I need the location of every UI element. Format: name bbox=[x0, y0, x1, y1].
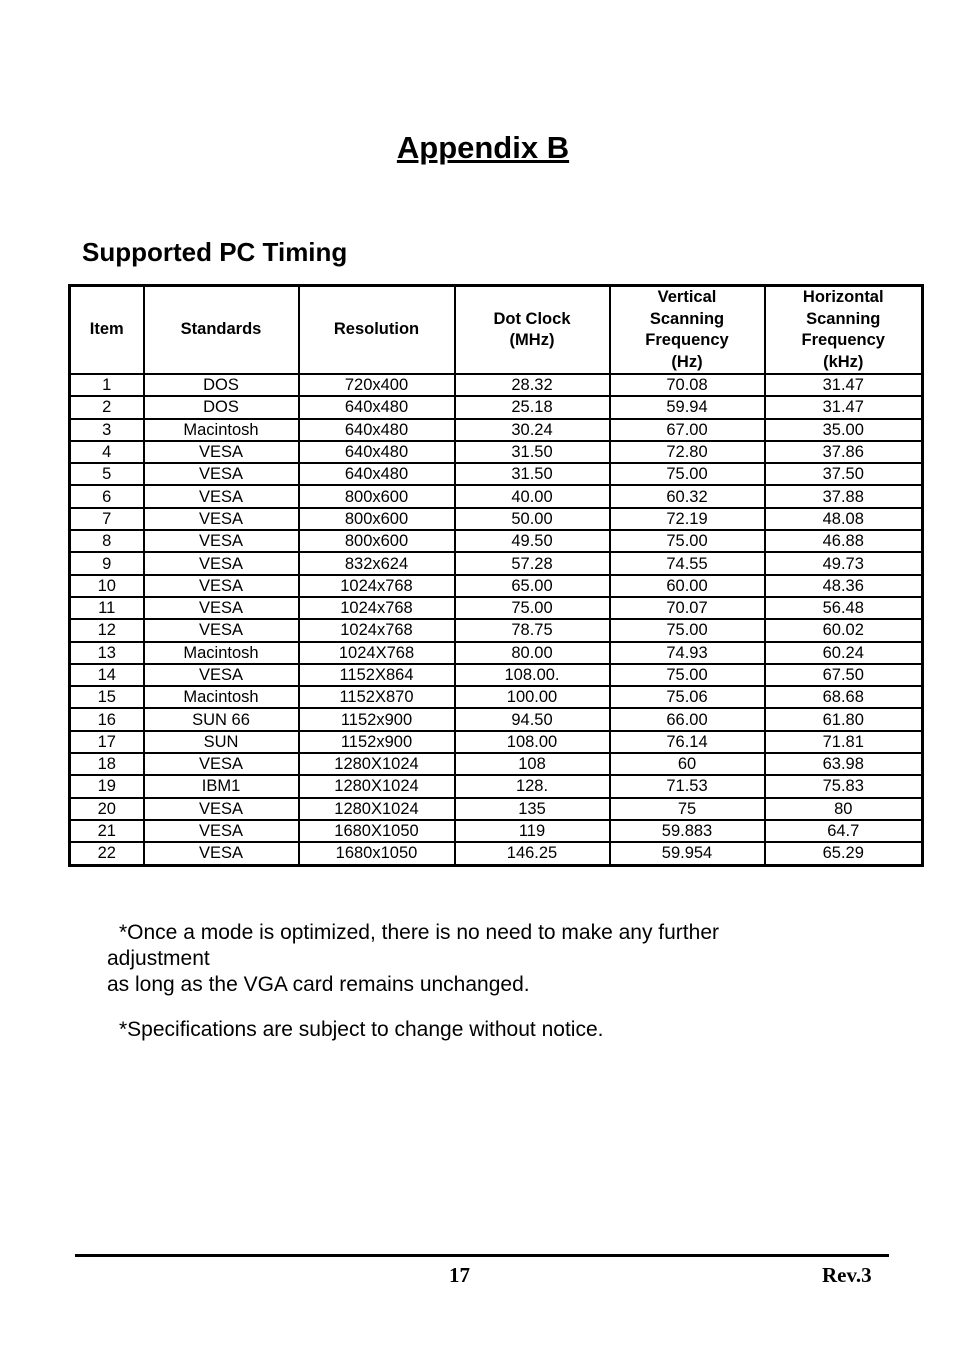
note-optimized-mode bbox=[107, 920, 807, 998]
header-line: Frequency bbox=[645, 331, 729, 349]
note-optimized-mode-line1: *Once a mode is optimized, there is no need to make any further adjustment bbox=[107, 921, 719, 970]
cell-dot-clock: 108.00 bbox=[455, 731, 610, 753]
cell-horizontal-frequency: 35.00 bbox=[765, 419, 923, 441]
cell-dot-clock: 80.00 bbox=[455, 642, 610, 664]
table-body bbox=[70, 374, 923, 865]
cell-horizontal-frequency: 64.7 bbox=[765, 820, 923, 842]
cell-resolution: 1024X768 bbox=[299, 642, 455, 664]
cell-resolution: 1024x768 bbox=[299, 597, 455, 619]
cell-item: 12 bbox=[70, 619, 144, 641]
table-row bbox=[70, 374, 923, 396]
header-line: Frequency bbox=[801, 331, 885, 349]
cell-item: 16 bbox=[70, 708, 144, 730]
cell-resolution: 1680x1050 bbox=[299, 842, 455, 865]
cell-dot-clock: 25.18 bbox=[455, 396, 610, 418]
cell-standards: IBM1 bbox=[144, 775, 299, 797]
cell-standards: VESA bbox=[144, 842, 299, 865]
cell-horizontal-frequency: 80 bbox=[765, 798, 923, 820]
table-row bbox=[70, 664, 923, 686]
cell-vertical-frequency: 75.00 bbox=[610, 530, 765, 552]
footer-divider bbox=[75, 1254, 889, 1257]
cell-resolution: 640x480 bbox=[299, 463, 455, 485]
header-line: (Hz) bbox=[671, 352, 703, 371]
table-row bbox=[70, 820, 923, 842]
header-line: (kHz) bbox=[823, 352, 864, 371]
cell-standards: VESA bbox=[144, 664, 299, 686]
table-row bbox=[70, 552, 923, 574]
cell-dot-clock: 65.00 bbox=[455, 575, 610, 597]
cell-horizontal-frequency: 37.86 bbox=[765, 441, 923, 463]
cell-item: 5 bbox=[70, 463, 144, 485]
header-line: Horizontal bbox=[802, 288, 884, 306]
cell-horizontal-frequency: 56.48 bbox=[765, 597, 923, 619]
header-line: Scanning bbox=[649, 309, 725, 328]
cell-item: 6 bbox=[70, 485, 144, 507]
cell-vertical-frequency: 75.00 bbox=[610, 619, 765, 641]
cell-item: 18 bbox=[70, 753, 144, 775]
table-row bbox=[70, 419, 923, 441]
cell-vertical-frequency: 59.954 bbox=[610, 842, 765, 865]
cell-dot-clock: 31.50 bbox=[455, 441, 610, 463]
header-line: Standards bbox=[180, 320, 262, 339]
cell-standards: SUN bbox=[144, 731, 299, 753]
cell-horizontal-frequency: 37.50 bbox=[765, 463, 923, 485]
cell-horizontal-frequency: 71.81 bbox=[765, 731, 923, 753]
cell-horizontal-frequency: 67.50 bbox=[765, 664, 923, 686]
table-row bbox=[70, 642, 923, 664]
cell-vertical-frequency: 75.06 bbox=[610, 686, 765, 708]
notes bbox=[107, 920, 807, 1043]
table-row bbox=[70, 619, 923, 641]
cell-resolution: 800x600 bbox=[299, 508, 455, 530]
cell-item: 4 bbox=[70, 441, 144, 463]
cell-dot-clock: 119 bbox=[455, 820, 610, 842]
cell-standards: VESA bbox=[144, 508, 299, 530]
cell-standards: VESA bbox=[144, 485, 299, 507]
cell-standards: Macintosh bbox=[144, 642, 299, 664]
cell-standards: VESA bbox=[144, 753, 299, 775]
cell-item: 1 bbox=[70, 374, 144, 396]
table-row bbox=[70, 530, 923, 552]
cell-dot-clock: 40.00 bbox=[455, 485, 610, 507]
header-line: Dot Clock bbox=[493, 309, 571, 328]
table-row bbox=[70, 708, 923, 730]
pc-timing-table bbox=[68, 284, 924, 867]
cell-standards: VESA bbox=[144, 441, 299, 463]
appendix-title: Appendix B bbox=[396, 130, 570, 165]
table-row bbox=[70, 396, 923, 418]
cell-standards: VESA bbox=[144, 575, 299, 597]
cell-dot-clock: 31.50 bbox=[455, 463, 610, 485]
header-line: Resolution bbox=[333, 320, 420, 339]
cell-vertical-frequency: 75.00 bbox=[610, 463, 765, 485]
cell-standards: VESA bbox=[144, 530, 299, 552]
cell-dot-clock: 57.28 bbox=[455, 552, 610, 574]
cell-horizontal-frequency: 46.88 bbox=[765, 530, 923, 552]
cell-vertical-frequency: 72.80 bbox=[610, 441, 765, 463]
header-line: Scanning bbox=[806, 309, 881, 328]
cell-standards: VESA bbox=[144, 619, 299, 641]
cell-horizontal-frequency: 61.80 bbox=[765, 708, 923, 730]
cell-item: 7 bbox=[70, 508, 144, 530]
cell-vertical-frequency: 60.32 bbox=[610, 485, 765, 507]
section-title: Supported PC Timing bbox=[82, 237, 348, 267]
cell-resolution: 640x480 bbox=[299, 419, 455, 441]
cell-horizontal-frequency: 60.24 bbox=[765, 642, 923, 664]
table-row bbox=[70, 798, 923, 820]
cell-dot-clock: 100.00 bbox=[455, 686, 610, 708]
cell-item: 10 bbox=[70, 575, 144, 597]
header-item bbox=[70, 286, 144, 375]
cell-horizontal-frequency: 68.68 bbox=[765, 686, 923, 708]
cell-standards: SUN 66 bbox=[144, 708, 299, 730]
cell-item: 19 bbox=[70, 775, 144, 797]
cell-horizontal-frequency: 49.73 bbox=[765, 552, 923, 574]
cell-dot-clock: 49.50 bbox=[455, 530, 610, 552]
note-optimized-mode-line2: as long as the VGA card remains unchanged. bbox=[107, 973, 530, 996]
cell-vertical-frequency: 60.00 bbox=[610, 575, 765, 597]
cell-resolution: 832x624 bbox=[299, 552, 455, 574]
cell-vertical-frequency: 72.19 bbox=[610, 508, 765, 530]
cell-horizontal-frequency: 65.29 bbox=[765, 842, 923, 865]
cell-dot-clock: 50.00 bbox=[455, 508, 610, 530]
header-horizontal-frequency bbox=[765, 286, 923, 375]
note-specifications: *Specifications are subject to change without notice. bbox=[119, 1018, 604, 1041]
cell-resolution: 1280X1024 bbox=[299, 798, 455, 820]
cell-item: 11 bbox=[70, 597, 144, 619]
cell-item: 14 bbox=[70, 664, 144, 686]
cell-resolution: 1024x768 bbox=[299, 619, 455, 641]
cell-resolution: 1152X864 bbox=[299, 664, 455, 686]
cell-item: 3 bbox=[70, 419, 144, 441]
cell-item: 9 bbox=[70, 552, 144, 574]
cell-standards: DOS bbox=[144, 374, 299, 396]
cell-horizontal-frequency: 37.88 bbox=[765, 485, 923, 507]
cell-vertical-frequency: 66.00 bbox=[610, 708, 765, 730]
cell-dot-clock: 128. bbox=[455, 775, 610, 797]
cell-dot-clock: 146.25 bbox=[455, 842, 610, 865]
cell-resolution: 1280X1024 bbox=[299, 775, 455, 797]
cell-standards: Macintosh bbox=[144, 419, 299, 441]
cell-standards: VESA bbox=[144, 820, 299, 842]
cell-horizontal-frequency: 63.98 bbox=[765, 753, 923, 775]
cell-vertical-frequency: 70.08 bbox=[610, 374, 765, 396]
table-header-row bbox=[70, 286, 923, 375]
table-row bbox=[70, 731, 923, 753]
page-number: 17 bbox=[449, 1263, 470, 1287]
cell-resolution: 720x400 bbox=[299, 374, 455, 396]
cell-vertical-frequency: 74.55 bbox=[610, 552, 765, 574]
cell-horizontal-frequency: 31.47 bbox=[765, 374, 923, 396]
cell-standards: VESA bbox=[144, 552, 299, 574]
table-row bbox=[70, 686, 923, 708]
cell-horizontal-frequency: 75.83 bbox=[765, 775, 923, 797]
cell-vertical-frequency: 74.93 bbox=[610, 642, 765, 664]
cell-dot-clock: 108.00. bbox=[455, 664, 610, 686]
cell-horizontal-frequency: 31.47 bbox=[765, 396, 923, 418]
cell-standards: DOS bbox=[144, 396, 299, 418]
cell-item: 13 bbox=[70, 642, 144, 664]
cell-vertical-frequency: 67.00 bbox=[610, 419, 765, 441]
cell-item: 21 bbox=[70, 820, 144, 842]
revision-label: Rev.3 bbox=[822, 1263, 872, 1287]
cell-dot-clock: 94.50 bbox=[455, 708, 610, 730]
cell-resolution: 1024x768 bbox=[299, 575, 455, 597]
cell-resolution: 640x480 bbox=[299, 396, 455, 418]
cell-vertical-frequency: 60 bbox=[610, 753, 765, 775]
cell-standards: VESA bbox=[144, 597, 299, 619]
cell-item: 22 bbox=[70, 842, 144, 865]
cell-dot-clock: 78.75 bbox=[455, 619, 610, 641]
table-row bbox=[70, 597, 923, 619]
table-row bbox=[70, 753, 923, 775]
table-row bbox=[70, 485, 923, 507]
cell-standards: VESA bbox=[144, 798, 299, 820]
header-line: Vertical bbox=[657, 288, 717, 306]
cell-dot-clock: 75.00 bbox=[455, 597, 610, 619]
header-vertical-frequency bbox=[610, 286, 765, 375]
cell-standards: Macintosh bbox=[144, 686, 299, 708]
table-row bbox=[70, 463, 923, 485]
header-dot-clock bbox=[455, 286, 610, 375]
cell-vertical-frequency: 76.14 bbox=[610, 731, 765, 753]
cell-item: 8 bbox=[70, 530, 144, 552]
table-row bbox=[70, 508, 923, 530]
cell-resolution: 1680X1050 bbox=[299, 820, 455, 842]
cell-vertical-frequency: 70.07 bbox=[610, 597, 765, 619]
header-standards bbox=[144, 286, 299, 375]
cell-resolution: 800x600 bbox=[299, 530, 455, 552]
cell-dot-clock: 108 bbox=[455, 753, 610, 775]
cell-resolution: 1152x900 bbox=[299, 708, 455, 730]
cell-horizontal-frequency: 48.08 bbox=[765, 508, 923, 530]
cell-vertical-frequency: 59.94 bbox=[610, 396, 765, 418]
table-row bbox=[70, 441, 923, 463]
cell-resolution: 1152X870 bbox=[299, 686, 455, 708]
header-line: Item bbox=[89, 320, 124, 339]
cell-item: 2 bbox=[70, 396, 144, 418]
cell-dot-clock: 28.32 bbox=[455, 374, 610, 396]
cell-vertical-frequency: 59.883 bbox=[610, 820, 765, 842]
table-row bbox=[70, 842, 923, 865]
cell-dot-clock: 135 bbox=[455, 798, 610, 820]
cell-item: 20 bbox=[70, 798, 144, 820]
cell-resolution: 640x480 bbox=[299, 441, 455, 463]
cell-vertical-frequency: 75 bbox=[610, 798, 765, 820]
cell-dot-clock: 30.24 bbox=[455, 419, 610, 441]
cell-horizontal-frequency: 60.02 bbox=[765, 619, 923, 641]
cell-resolution: 1152x900 bbox=[299, 731, 455, 753]
cell-resolution: 800x600 bbox=[299, 485, 455, 507]
cell-vertical-frequency: 75.00 bbox=[610, 664, 765, 686]
cell-item: 17 bbox=[70, 731, 144, 753]
header-line: (MHz) bbox=[509, 331, 555, 349]
cell-resolution: 1280X1024 bbox=[299, 753, 455, 775]
cell-vertical-frequency: 71.53 bbox=[610, 775, 765, 797]
cell-item: 15 bbox=[70, 686, 144, 708]
header-resolution bbox=[299, 286, 455, 375]
cell-horizontal-frequency: 48.36 bbox=[765, 575, 923, 597]
table-row bbox=[70, 575, 923, 597]
cell-standards: VESA bbox=[144, 463, 299, 485]
table-row bbox=[70, 775, 923, 797]
